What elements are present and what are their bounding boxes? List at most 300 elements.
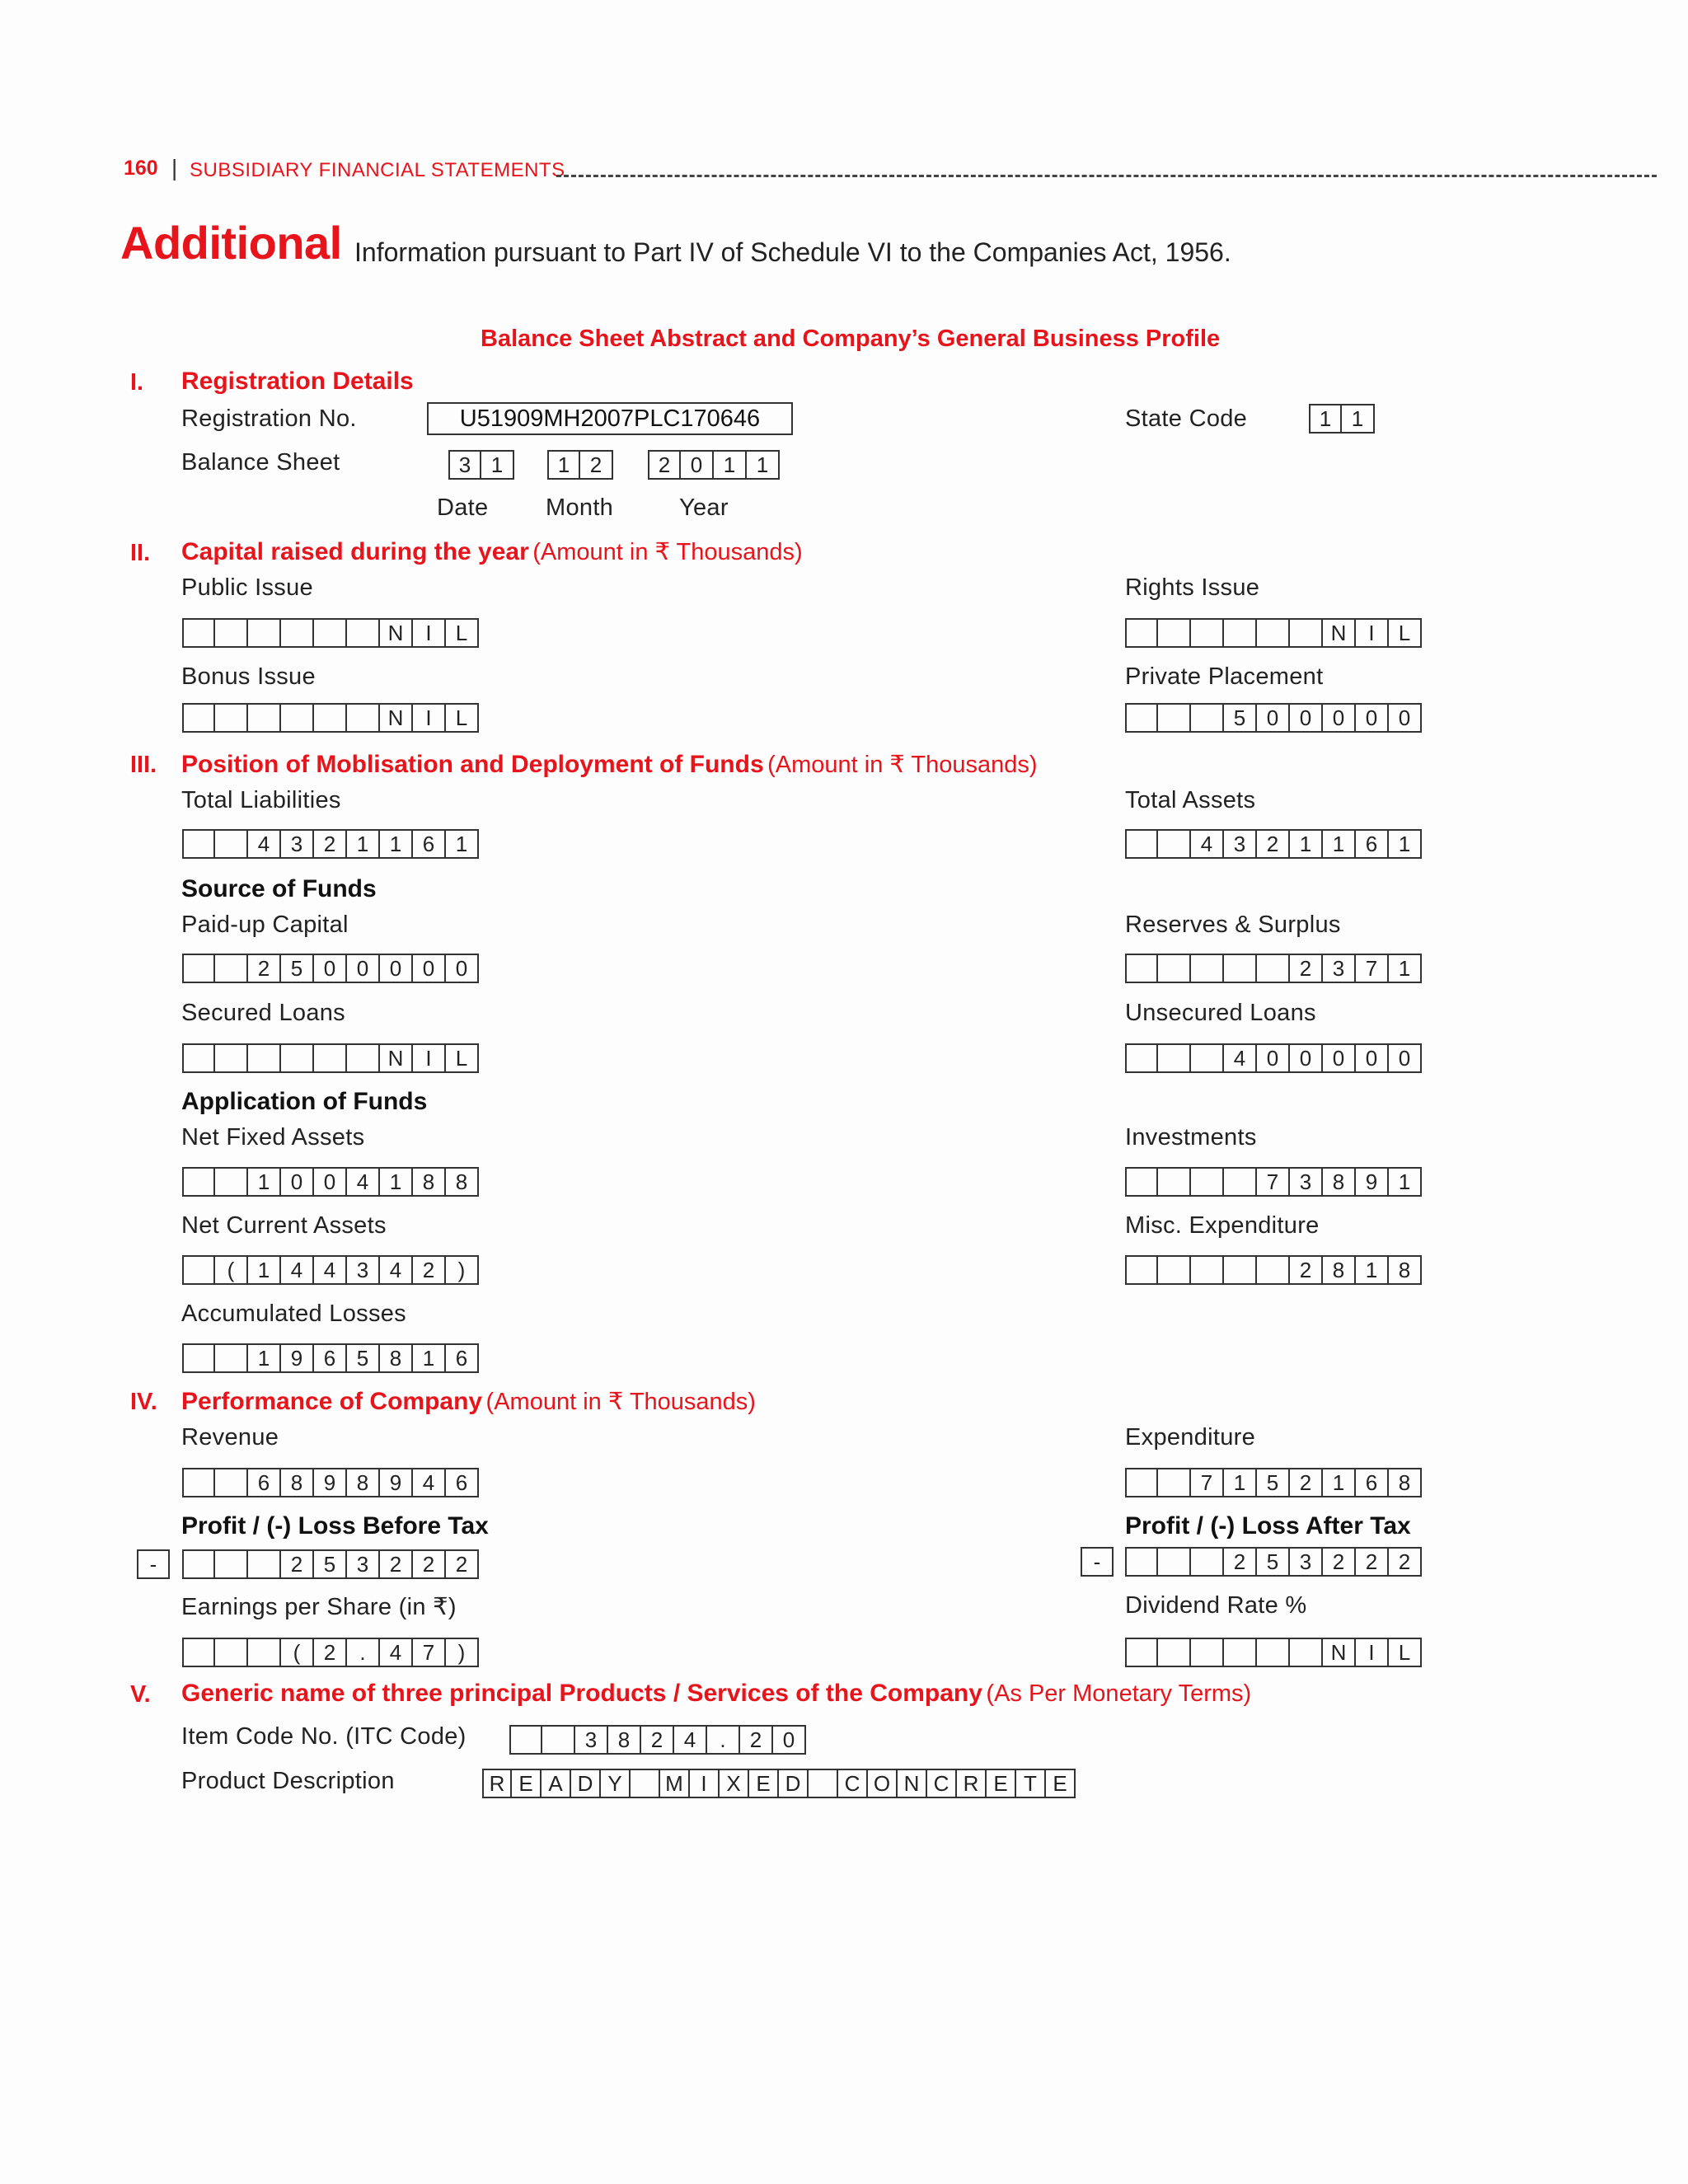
box-cell (215, 703, 248, 733)
box-cell (1257, 954, 1290, 983)
misc-expenditure-boxes (1125, 1255, 1422, 1285)
box-cell: ( (215, 1255, 248, 1285)
box-cell (182, 829, 215, 859)
box-cell: 2 (248, 954, 281, 983)
box-cell: 0 (446, 954, 479, 983)
accumulated-losses-boxes (182, 1343, 479, 1373)
box-cell (248, 618, 281, 648)
box-cell (1125, 1468, 1158, 1497)
balance-sheet-label: Balance Sheet (181, 449, 340, 476)
box-cell (1224, 618, 1257, 648)
box-cell: 1 (1342, 404, 1375, 434)
box-cell: . (347, 1638, 380, 1667)
box-cell: 1 (547, 450, 580, 480)
box-cell: 8 (608, 1725, 641, 1755)
box-cell: 8 (1323, 1255, 1356, 1285)
box-cell: 2 (314, 829, 347, 859)
box-cell: 8 (380, 1343, 413, 1373)
box-cell: 3 (281, 829, 314, 859)
box-cell (1290, 1638, 1323, 1667)
misc-expenditure-label: Misc. Expenditure (1125, 1212, 1320, 1239)
box-cell: E (987, 1769, 1016, 1798)
section-3-title: Position of Moblisation and Deployment of Funds (181, 751, 764, 778)
section-2-number: II. (130, 540, 151, 566)
box-cell (215, 1468, 248, 1497)
revenue-label: Revenue (181, 1424, 279, 1451)
box-cell: 0 (681, 450, 714, 480)
box-cell: R (482, 1769, 512, 1798)
profit-after-tax-sign: - (1081, 1547, 1114, 1577)
box-cell (1158, 1547, 1191, 1577)
box-cell: 2 (1389, 1547, 1422, 1577)
page-number: 160 (124, 157, 158, 180)
revenue-boxes (182, 1468, 479, 1497)
box-cell: ) (446, 1638, 479, 1667)
product-description-label: Product Description (181, 1768, 395, 1794)
box-cell: 8 (281, 1468, 314, 1497)
page-title-rest: Information pursuant to Part IV of Schedule VI to the Companies Act, 1956. (354, 237, 1231, 267)
box-cell: N (380, 1043, 413, 1073)
box-cell: 2 (446, 1549, 479, 1579)
section-2-title: Capital raised during the year (181, 538, 529, 565)
box-cell (1257, 1255, 1290, 1285)
registration-label: Registration No. (181, 405, 357, 432)
box-cell (182, 618, 215, 648)
box-cell: 4 (380, 1255, 413, 1285)
box-cell: 2 (281, 1549, 314, 1579)
box-cell: 1 (413, 1343, 446, 1373)
box-cell: I (413, 618, 446, 648)
box-cell: 3 (1323, 954, 1356, 983)
balance-sheet-year-boxes (648, 450, 780, 480)
box-cell: 1 (1309, 404, 1342, 434)
year-caption: Year (679, 494, 729, 521)
total-liabilities-boxes (182, 829, 479, 859)
box-cell (215, 1638, 248, 1667)
box-cell (1257, 1638, 1290, 1667)
box-cell (1158, 1043, 1191, 1073)
box-cell: 0 (1356, 1043, 1389, 1073)
balance-sheet-month-boxes (547, 450, 613, 480)
box-cell: 2 (380, 1549, 413, 1579)
box-cell: 2 (1290, 954, 1323, 983)
box-cell (248, 1638, 281, 1667)
box-cell: 1 (248, 1343, 281, 1373)
box-cell (215, 1549, 248, 1579)
box-cell (1158, 1638, 1191, 1667)
source-of-funds-heading: Source of Funds (181, 875, 377, 902)
box-cell: 0 (380, 954, 413, 983)
box-cell (1224, 1638, 1257, 1667)
total-liabilities-label: Total Liabilities (181, 787, 341, 813)
box-cell: 8 (347, 1468, 380, 1497)
box-cell: 1 (380, 829, 413, 859)
box-cell: R (957, 1769, 987, 1798)
box-cell: I (690, 1769, 720, 1798)
box-cell: 7 (413, 1638, 446, 1667)
box-cell: 2 (1290, 1255, 1323, 1285)
box-cell: 4 (1191, 829, 1224, 859)
expenditure-boxes (1125, 1468, 1422, 1497)
item-code-label: Item Code No. (ITC Code) (181, 1723, 467, 1750)
box-cell: 6 (413, 829, 446, 859)
box-cell: 8 (1323, 1167, 1356, 1197)
box-cell: 1 (1389, 954, 1422, 983)
box-cell: 0 (1323, 1043, 1356, 1073)
product-description-boxes (482, 1769, 1076, 1798)
box-cell: Y (601, 1769, 631, 1798)
box-cell (182, 954, 215, 983)
rights-issue-label: Rights Issue (1125, 574, 1260, 601)
box-cell (215, 1043, 248, 1073)
month-caption: Month (546, 494, 614, 521)
box-cell: C (838, 1769, 868, 1798)
section-4-heading (181, 1387, 756, 1416)
box-cell: A (542, 1769, 571, 1798)
box-cell (809, 1769, 838, 1798)
box-cell: 1 (1389, 1167, 1422, 1197)
eps-boxes (182, 1638, 479, 1667)
section-5-note: (As Per Monetary Terms) (986, 1680, 1252, 1707)
box-cell (542, 1725, 575, 1755)
profit-after-tax-label: Profit / (-) Loss After Tax (1125, 1512, 1411, 1540)
box-cell: 8 (1389, 1255, 1422, 1285)
box-cell: 0 (1257, 703, 1290, 733)
box-cell (182, 1549, 215, 1579)
section-3-number: III. (130, 752, 157, 778)
box-cell: E (749, 1769, 779, 1798)
box-cell (1191, 1043, 1224, 1073)
box-cell (1224, 1167, 1257, 1197)
box-cell (1158, 829, 1191, 859)
private-placement-label: Private Placement (1125, 663, 1324, 690)
box-cell (347, 1043, 380, 1073)
total-assets-label: Total Assets (1125, 787, 1256, 813)
box-cell: L (446, 703, 479, 733)
unsecured-loans-boxes (1125, 1043, 1422, 1073)
box-cell (1158, 618, 1191, 648)
section-4-number: IV. (130, 1389, 157, 1415)
reserves-surplus-label: Reserves & Surplus (1125, 912, 1341, 938)
box-cell: 3 (575, 1725, 608, 1755)
box-cell: 4 (674, 1725, 707, 1755)
box-cell: 1 (481, 450, 514, 480)
box-cell (182, 1638, 215, 1667)
box-cell: 4 (1224, 1043, 1257, 1073)
box-cell: D (779, 1769, 809, 1798)
box-cell: 0 (1290, 1043, 1323, 1073)
box-cell: 6 (1356, 829, 1389, 859)
bonus-issue-boxes (182, 703, 479, 733)
abstract-title: Balance Sheet Abstract and Company’s General Business Profile (481, 326, 1221, 352)
net-current-assets-boxes (182, 1255, 479, 1285)
box-cell: 9 (1356, 1167, 1389, 1197)
box-cell (1125, 1167, 1158, 1197)
box-cell (1257, 618, 1290, 648)
header-divider (556, 175, 1657, 177)
section-1-number: I. (130, 369, 144, 396)
box-cell: 5 (347, 1343, 380, 1373)
box-cell: E (1046, 1769, 1076, 1798)
box-cell: 0 (1356, 703, 1389, 733)
box-cell: 0 (281, 1167, 314, 1197)
section-2-note: (Amount in ₹ Thousands) (532, 539, 803, 565)
box-cell (1191, 1167, 1224, 1197)
box-cell: 4 (380, 1638, 413, 1667)
box-cell (314, 703, 347, 733)
paid-up-capital-label: Paid-up Capital (181, 912, 349, 938)
section-2-heading (181, 537, 803, 566)
box-cell: 6 (248, 1468, 281, 1497)
box-cell: 4 (347, 1167, 380, 1197)
box-cell: T (1016, 1769, 1046, 1798)
box-cell: 2 (413, 1255, 446, 1285)
box-cell: 4 (413, 1468, 446, 1497)
box-cell: 9 (314, 1468, 347, 1497)
section-1-title: Registration Details (181, 368, 414, 395)
box-cell (248, 703, 281, 733)
box-cell (281, 703, 314, 733)
box-cell (215, 954, 248, 983)
running-title: SUBSIDIARY FINANCIAL STATEMENTS (190, 159, 565, 181)
date-caption: Date (437, 494, 489, 521)
box-cell (1191, 1638, 1224, 1667)
box-cell (1125, 829, 1158, 859)
box-cell: 2 (1290, 1468, 1323, 1497)
box-cell (1125, 703, 1158, 733)
box-cell: 3 (1290, 1547, 1323, 1577)
box-cell: 4 (248, 829, 281, 859)
box-cell: 1 (1356, 1255, 1389, 1285)
box-cell: 1 (1389, 829, 1422, 859)
box-cell (215, 829, 248, 859)
box-cell: 0 (314, 1167, 347, 1197)
box-cell: N (380, 618, 413, 648)
rights-issue-boxes (1125, 618, 1422, 648)
box-cell: 0 (1389, 703, 1422, 733)
box-cell: 1 (380, 1167, 413, 1197)
box-cell (347, 703, 380, 733)
box-cell (1125, 1638, 1158, 1667)
box-cell (182, 1343, 215, 1373)
box-cell: M (660, 1769, 690, 1798)
section-5-heading (181, 1680, 1251, 1708)
box-cell: 0 (773, 1725, 806, 1755)
box-cell: 2 (648, 450, 681, 480)
box-cell: 3 (347, 1255, 380, 1285)
paid-up-capital-boxes (182, 954, 479, 983)
box-cell: I (413, 1043, 446, 1073)
box-cell (1290, 618, 1323, 648)
box-cell: 7 (1191, 1468, 1224, 1497)
box-cell: X (720, 1769, 749, 1798)
box-cell (1125, 954, 1158, 983)
box-cell (347, 618, 380, 648)
box-cell (1191, 954, 1224, 983)
box-cell: L (1389, 1638, 1422, 1667)
registration-number: U51909MH2007PLC170646 (427, 402, 793, 435)
box-cell: 7 (1356, 954, 1389, 983)
investments-boxes (1125, 1167, 1422, 1197)
box-cell: 0 (314, 954, 347, 983)
eps-label: Earnings per Share (in ₹) (181, 1594, 457, 1620)
net-current-assets-label: Net Current Assets (181, 1212, 387, 1239)
box-cell: 6 (446, 1343, 479, 1373)
box-cell (248, 1043, 281, 1073)
total-assets-boxes (1125, 829, 1422, 859)
profit-before-tax-sign: - (137, 1549, 170, 1579)
box-cell (215, 618, 248, 648)
box-cell (182, 1468, 215, 1497)
box-cell: 7 (1257, 1167, 1290, 1197)
box-cell: 2 (314, 1638, 347, 1667)
box-cell: 3 (1224, 829, 1257, 859)
page-title-emphasis: Additional (120, 217, 342, 269)
box-cell (1158, 1468, 1191, 1497)
box-cell: 1 (446, 829, 479, 859)
box-cell: 5 (281, 954, 314, 983)
public-issue-label: Public Issue (181, 574, 313, 601)
box-cell: 5 (1257, 1547, 1290, 1577)
box-cell: ) (446, 1255, 479, 1285)
box-cell: 1 (347, 829, 380, 859)
box-cell (1224, 1255, 1257, 1285)
accumulated-losses-label: Accumulated Losses (181, 1301, 406, 1327)
box-cell: 1 (248, 1255, 281, 1285)
box-cell: 1 (1224, 1468, 1257, 1497)
profit-before-tax-label: Profit / (-) Loss Before Tax (181, 1512, 489, 1540)
box-cell: 2 (740, 1725, 773, 1755)
bonus-issue-label: Bonus Issue (181, 663, 316, 690)
profit-after-tax-boxes (1125, 1547, 1422, 1577)
box-cell: 2 (1323, 1547, 1356, 1577)
box-cell: 1 (248, 1167, 281, 1197)
investments-label: Investments (1125, 1124, 1257, 1151)
expenditure-label: Expenditure (1125, 1424, 1256, 1451)
box-cell: N (898, 1769, 927, 1798)
box-cell (1191, 618, 1224, 648)
box-cell: L (1389, 618, 1422, 648)
box-cell (1224, 954, 1257, 983)
box-cell: 2 (1356, 1547, 1389, 1577)
box-cell: D (571, 1769, 601, 1798)
box-cell (1158, 1167, 1191, 1197)
box-cell: N (1323, 618, 1356, 648)
box-cell: 2 (1224, 1547, 1257, 1577)
net-fixed-assets-boxes (182, 1167, 479, 1197)
state-code-label: State Code (1125, 405, 1248, 432)
box-cell: 2 (580, 450, 613, 480)
box-cell: 3 (347, 1549, 380, 1579)
box-cell (631, 1769, 660, 1798)
box-cell (1158, 954, 1191, 983)
box-cell: 3 (1290, 1167, 1323, 1197)
section-5-number: V. (130, 1681, 151, 1708)
box-cell: 2 (1257, 829, 1290, 859)
box-cell: I (1356, 618, 1389, 648)
box-cell (182, 1043, 215, 1073)
box-cell: 2 (413, 1549, 446, 1579)
box-cell: 2 (641, 1725, 674, 1755)
box-cell: 9 (281, 1343, 314, 1373)
box-cell: 5 (1224, 703, 1257, 733)
box-cell: O (868, 1769, 898, 1798)
box-cell (215, 1343, 248, 1373)
dividend-rate-label: Dividend Rate % (1125, 1592, 1307, 1619)
box-cell (1125, 1043, 1158, 1073)
section-3-heading (181, 750, 1038, 779)
box-cell: 0 (413, 954, 446, 983)
box-cell: ( (281, 1638, 314, 1667)
header-separator: | (171, 155, 178, 180)
box-cell: L (446, 618, 479, 648)
secured-loans-label: Secured Loans (181, 1000, 345, 1026)
box-cell: 3 (448, 450, 481, 480)
box-cell: 5 (1257, 1468, 1290, 1497)
box-cell (1125, 1547, 1158, 1577)
public-issue-boxes (182, 618, 479, 648)
box-cell: 1 (1323, 829, 1356, 859)
box-cell: 8 (1389, 1468, 1422, 1497)
box-cell (1191, 1255, 1224, 1285)
dividend-rate-boxes (1125, 1638, 1422, 1667)
box-cell (1191, 1547, 1224, 1577)
box-cell (248, 1549, 281, 1579)
box-cell: 5 (314, 1549, 347, 1579)
box-cell: . (707, 1725, 740, 1755)
box-cell: 6 (314, 1343, 347, 1373)
private-placement-boxes (1125, 703, 1422, 733)
box-cell: 0 (1257, 1043, 1290, 1073)
box-cell: 4 (314, 1255, 347, 1285)
box-cell: 6 (1356, 1468, 1389, 1497)
box-cell (182, 703, 215, 733)
box-cell: 0 (1323, 703, 1356, 733)
section-4-note: (Amount in ₹ Thousands) (485, 1389, 756, 1415)
box-cell: N (380, 703, 413, 733)
net-fixed-assets-label: Net Fixed Assets (181, 1124, 365, 1151)
box-cell (1158, 1255, 1191, 1285)
box-cell (281, 618, 314, 648)
box-cell: 8 (413, 1167, 446, 1197)
item-code-boxes (509, 1725, 806, 1755)
box-cell: 6 (446, 1468, 479, 1497)
box-cell: 8 (446, 1167, 479, 1197)
box-cell (1125, 618, 1158, 648)
state-code-boxes (1309, 404, 1375, 434)
section-3-note: (Amount in ₹ Thousands) (767, 752, 1038, 778)
box-cell: L (446, 1043, 479, 1073)
profit-before-tax-boxes (182, 1549, 479, 1579)
box-cell: 9 (380, 1468, 413, 1497)
box-cell: E (512, 1769, 542, 1798)
balance-sheet-date-boxes (448, 450, 514, 480)
box-cell: 0 (1389, 1043, 1422, 1073)
reserves-surplus-boxes (1125, 954, 1422, 983)
box-cell (314, 1043, 347, 1073)
box-cell: 0 (1290, 703, 1323, 733)
box-cell: 1 (1290, 829, 1323, 859)
box-cell (215, 1167, 248, 1197)
box-cell: N (1323, 1638, 1356, 1667)
box-cell: 4 (281, 1255, 314, 1285)
unsecured-loans-label: Unsecured Loans (1125, 1000, 1316, 1026)
box-cell (1158, 703, 1191, 733)
box-cell (182, 1167, 215, 1197)
box-cell: C (927, 1769, 957, 1798)
secured-loans-boxes (182, 1043, 479, 1073)
section-5-title: Generic name of three principal Products / Services of the Company (181, 1680, 982, 1707)
